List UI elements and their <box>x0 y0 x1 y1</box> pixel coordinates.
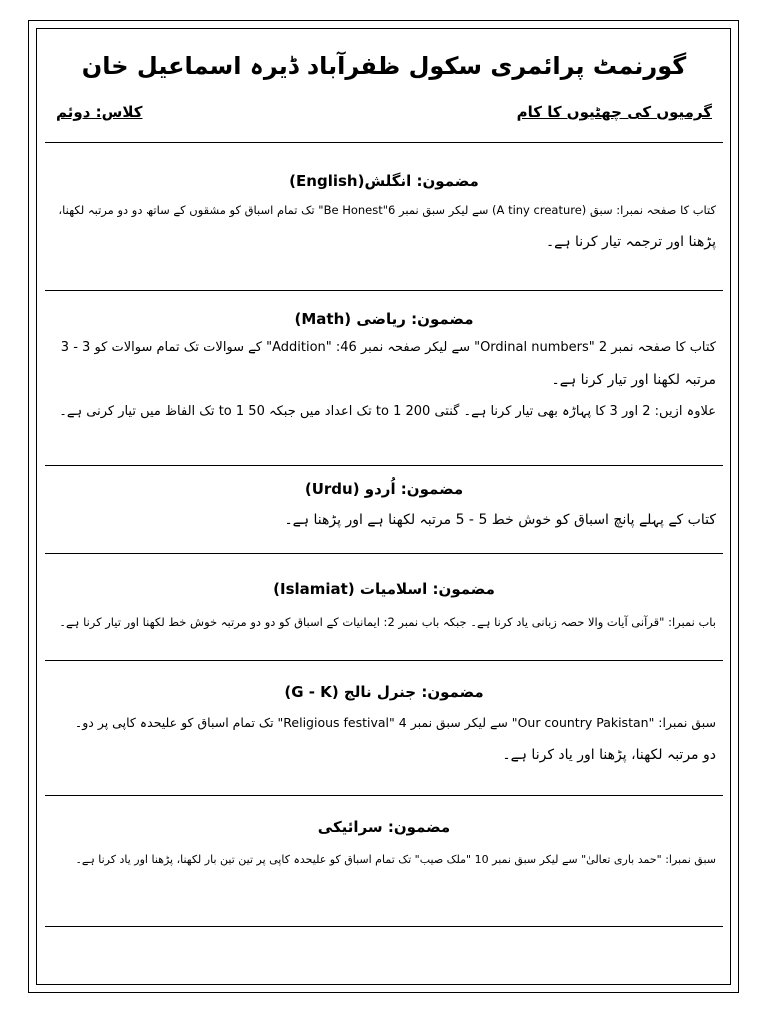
section-line: کتاب کے پہلے پانچ اسباق کو خوش خط 5 - 5 مرتبہ لکھنا ہے اور پڑھنا ہے۔ <box>284 512 716 528</box>
section-title: مضمون: اسلامیات (Islamiat) <box>273 580 495 598</box>
section-math <box>52 310 716 422</box>
section-english <box>52 172 716 252</box>
section-line: علاوہ ازیں: 2 اور 3 کا پہاڑہ بھی تیار کرنا ہے۔ گنتی 200 to 1 تک اعداد میں جبکہ 50 to 1 تک الفاظ میں تیار کرنی ہے۔ <box>59 404 716 419</box>
section-title: مضمون: انگلش(English) <box>289 172 479 190</box>
divider <box>45 290 723 291</box>
section-urdu <box>52 480 716 530</box>
section-line: سبق نمبرا: "Our country Pakistan" سے لیکر سبق نمبر 4 "Religious festival" تک تمام اسباق کو علیحدہ کاپی پر دو۔ <box>74 715 716 730</box>
section-line: باب نمبرا: "قرآنی آیات والا حصہ زبانی یاد کرنا ہے۔ جبکہ باب نمبر 2: ایمانیات کے اسباق کو دو دو مرتبہ خوش خط لکھنا اور تیار کرنا ہے۔ <box>59 615 716 629</box>
section-line: کتاب کا صفحہ نمبر 2 "Ordinal numbers" سے لیکر صفحہ نمبر 46: "Addition" کے سوالات تک تمام سوالات کو 3 - 3 <box>60 340 716 355</box>
section-title: مضمون: جنرل نالج (G - K) <box>284 683 484 701</box>
divider <box>45 142 723 143</box>
school-title: گورنمٹ پرائمری سکول ظفرآباد ڈیرہ اسماعیل خان <box>81 52 687 80</box>
section-line: دو مرتبہ لکھنا، پڑھنا اور یاد کرنا ہے۔ <box>502 747 716 763</box>
section-islamiat <box>52 580 716 632</box>
work-title: گرمیوں کی چھٹیوں کا کام <box>516 103 712 121</box>
section-general-knowledge <box>52 683 716 765</box>
section-line: پڑھنا اور ترجمہ تیار کرنا ہے۔ <box>545 234 716 250</box>
section-title: مضمون: اُردو (Urdu) <box>304 480 464 498</box>
divider <box>45 926 723 927</box>
section-saraiki <box>52 818 716 870</box>
class-label: کلاس: دوئم <box>56 103 143 121</box>
section-line: مرتبہ لکھنا اور تیار کرنا ہے۔ <box>551 372 716 388</box>
section-line: کتاب کا صفحہ نمبرا: سبق (A tiny creature) سے لیکر سبق نمبر 6"Be Honest" تک تمام اسباق کو مشقوں کے ساتھ دو دو مرتبہ لکھنا، <box>58 203 716 217</box>
divider <box>45 795 723 796</box>
section-title: مضمون: ریاضی (Math) <box>294 310 474 328</box>
divider <box>45 465 723 466</box>
section-line: سبق نمبرا: "حمد باری تعالیٰ" سے لیکر سبق نمبر 10 "ملک صیب" تک تمام اسباق کو علیحدہ کاپی پر تین تین بار لکھنا، پڑھنا اور یاد کرنا ہے۔ <box>75 853 716 866</box>
divider <box>45 660 723 661</box>
section-title: مضمون: سرائیکی <box>317 818 451 836</box>
divider <box>45 553 723 554</box>
